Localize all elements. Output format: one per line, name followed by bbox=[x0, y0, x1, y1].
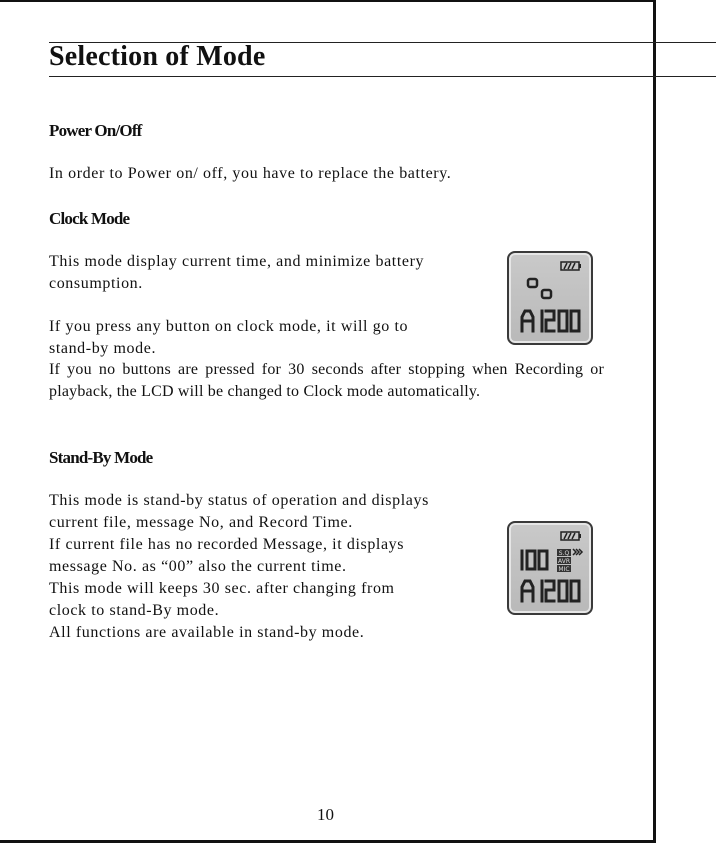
clock-line-3: If you press any button on clock mode, it will go to bbox=[49, 318, 409, 335]
blinking-colon-icon bbox=[528, 279, 551, 298]
page-title: Selection of Mode bbox=[49, 41, 266, 72]
lcd-standby-time bbox=[522, 581, 579, 601]
lcd-message-number bbox=[522, 551, 547, 569]
power-body: In order to Power on/ off, you have to replace the battery. bbox=[49, 165, 452, 182]
lcd-clock-time bbox=[522, 311, 579, 331]
section-heading-clock: Clock Mode bbox=[49, 209, 130, 228]
page-number: 10 bbox=[317, 805, 334, 824]
battery-full-icon bbox=[561, 262, 581, 270]
standby-line-4: message No. as “00” also the current time. bbox=[49, 558, 347, 575]
standby-line-7: All functions are available in stand-by mode. bbox=[49, 624, 365, 641]
standby-line-2: current file, message No, and Record Time. bbox=[49, 514, 353, 531]
standby-line-6: clock to stand-By mode. bbox=[49, 602, 220, 619]
section-heading-standby: Stand-By Mode bbox=[49, 448, 153, 467]
lcd-standby-display bbox=[507, 521, 593, 615]
page-frame-top bbox=[0, 0, 654, 2]
clock-line-4: stand-by mode. bbox=[49, 340, 157, 357]
page-frame-right bbox=[653, 0, 656, 843]
standby-line-5: This mode will keeps 30 sec. after changing from bbox=[49, 580, 395, 597]
play-direction-icon bbox=[573, 549, 582, 555]
section-heading-power: Power On/Off bbox=[49, 121, 142, 140]
page-frame-bottom bbox=[0, 840, 656, 843]
clock-line-1: This mode display current time, and minimize battery bbox=[49, 253, 425, 270]
standby-line-3: If current file has no recorded Message, it displays bbox=[49, 536, 405, 553]
indicator-avr: AVR bbox=[558, 558, 570, 565]
clock-line-2: consumption. bbox=[49, 275, 143, 292]
lcd-clock-display bbox=[507, 251, 593, 345]
lcd-indicator-badges bbox=[557, 549, 582, 573]
title-rule-bottom bbox=[49, 76, 716, 77]
battery-full-icon bbox=[561, 532, 581, 540]
indicator-mic: MIC bbox=[558, 566, 570, 573]
indicator-sq: S.Q bbox=[558, 550, 570, 557]
clock-paragraph: If you no buttons are pressed for 30 seconds after stopping when Recording or playback, the LCD will be changed to Clock mode automatically. bbox=[49, 361, 604, 400]
standby-line-1: This mode is stand-by status of operation and displays bbox=[49, 492, 429, 509]
